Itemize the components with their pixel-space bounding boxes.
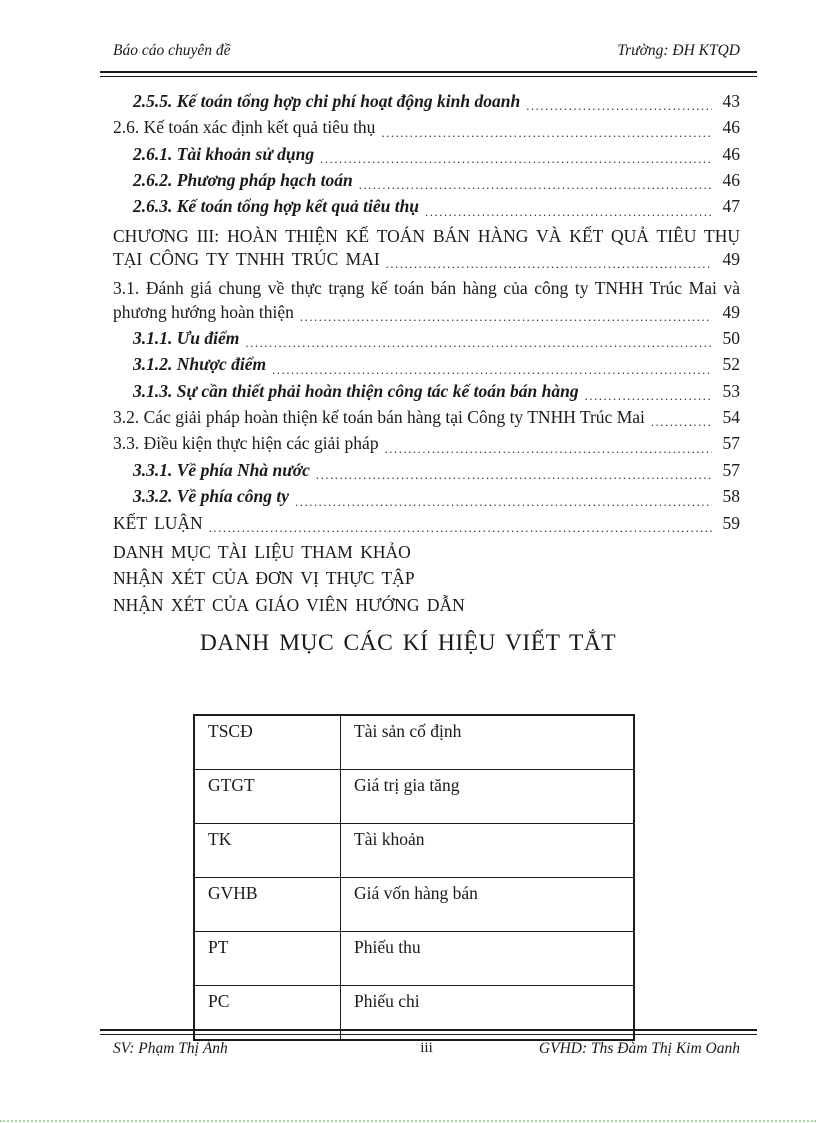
toc-entry-label: 2.6.2. Phương pháp hạch toán	[133, 170, 353, 191]
toc-entry-3-3	[113, 433, 740, 459]
dot-leader	[425, 202, 712, 223]
toc-page-number: 43	[722, 91, 740, 111]
meaning-cell: Tài sản cố định	[341, 715, 635, 770]
dot-leader	[209, 518, 712, 539]
table-row	[194, 878, 634, 932]
meaning-cell: Giá vốn hàng bán	[341, 878, 635, 932]
page-footer	[113, 1040, 740, 1058]
toc-page-number: 49	[722, 249, 740, 270]
dot-leader	[245, 333, 712, 354]
toc-entry-label: 3.3.2. Về phía công ty	[133, 486, 290, 507]
toc-entry-chapter3-line2	[113, 249, 740, 275]
meaning-cell: Tài khoản	[341, 824, 635, 878]
footer-rule	[100, 1029, 757, 1035]
dot-leader	[385, 439, 712, 460]
toc-entry-3-1-2	[113, 354, 740, 380]
toc-entry-label: KẾT LUẬN	[113, 512, 203, 533]
toc-entry-2-6-3	[113, 196, 740, 222]
toc-entry-chapter3-line1: CHƯƠNG III: HOÀN THIỆN KẾ TOÁN BÁN HÀNG VÀ KẾT QUẢ TIÊU THỤ	[113, 225, 740, 246]
toc-entry-3-1-line1: 3.1. Đánh giá chung về thực trạng kế toán bán hàng của công ty TNHH Trúc Mai và	[113, 278, 740, 299]
toc-entry-ket-luan	[113, 513, 740, 539]
dot-leader	[272, 360, 712, 381]
scan-edge-artifact	[0, 1120, 816, 1122]
toc-page-number: 50	[722, 328, 740, 349]
toc-entry-3-3-1	[113, 460, 740, 486]
dot-leader	[295, 492, 712, 513]
toc-entry-label: phương hướng hoàn thiện	[113, 301, 294, 322]
header-right-text: Trường: ĐH KTQD	[617, 42, 740, 59]
toc-entry-2-6-1	[113, 144, 740, 170]
table-row	[194, 824, 634, 878]
toc-entry-label: 2.6.1. Tài khoản sử dụng	[133, 143, 315, 164]
toc-entry-3-2	[113, 407, 740, 433]
header-left-text: Báo cáo chuyên đề	[113, 42, 231, 59]
abbreviation-cell: TK	[194, 824, 341, 878]
page-header	[113, 42, 740, 60]
table-of-contents	[113, 91, 740, 618]
toc-page-number: 57	[722, 459, 740, 480]
toc-entry-supervisor-review: NHẬN XÉT CỦA GIÁO VIÊN HƯỚNG DẪN	[113, 594, 465, 615]
table-row	[194, 770, 634, 824]
table-row	[194, 715, 634, 770]
toc-entry-label: 2.5.5. Kế toán tổng hợp chi phí hoạt động kinh doanh	[133, 91, 521, 111]
toc-entry-references: DANH MỤC TÀI LIỆU THAM KHẢO	[113, 541, 411, 562]
toc-entry-3-1-line2	[113, 302, 740, 328]
toc-entry-label: 3.3. Điều kiện thực hiện các giải pháp	[113, 433, 379, 454]
meaning-cell: Giá trị gia tăng	[341, 770, 635, 824]
toc-page-number: 59	[722, 512, 740, 533]
toc-page-number: 54	[722, 407, 740, 428]
toc-entry-label: 3.2. Các giải pháp hoàn thiện kế toán bán hàng tại Công ty TNHH Trúc Mai	[113, 407, 645, 428]
abbreviation-cell: PT	[194, 932, 341, 986]
toc-entry-label: 2.6.3. Kế toán tổng hợp kết quả tiêu thụ	[133, 196, 420, 217]
toc-entry-3-3-2	[113, 486, 740, 512]
dot-leader	[316, 465, 712, 486]
toc-entry-3-1-3	[113, 381, 740, 407]
toc-entry-2-6-2	[113, 170, 740, 196]
abbreviation-cell: GVHB	[194, 878, 341, 932]
toc-entry-company-review: NHẬN XÉT CỦA ĐƠN VỊ THỰC TẬP	[113, 568, 415, 589]
toc-page-number: 46	[722, 170, 740, 191]
toc-entry-3-1-1	[113, 328, 740, 354]
abbreviation-cell: PC	[194, 986, 341, 1041]
toc-page-number: 49	[722, 301, 740, 322]
toc-entry-label: 2.6. Kế toán xác định kết quả tiêu thụ	[113, 117, 376, 138]
dot-leader	[585, 386, 712, 407]
dot-leader	[300, 307, 712, 328]
toc-entry-label: 3.3.1. Về phía Nhà nước	[133, 459, 310, 480]
dot-leader	[320, 149, 712, 170]
toc-entry-label: 3.1.1. Ưu điểm	[133, 328, 240, 349]
page-number: iii	[420, 1040, 433, 1056]
footer-student-name: SV: Phạm Thị Ánh	[113, 1040, 228, 1057]
dot-leader	[381, 123, 712, 144]
toc-entry-2-5-5	[113, 91, 740, 117]
toc-entry-label: 3.1.2. Nhược điểm	[133, 354, 267, 375]
abbreviations-table	[193, 714, 635, 1041]
dot-leader	[651, 412, 712, 433]
toc-page-number: 58	[722, 486, 740, 507]
footer-supervisor-name: GVHD: Ths Đàm Thị Kim Oanh	[538, 1040, 740, 1057]
toc-page-number: 53	[722, 380, 740, 401]
dot-leader	[386, 254, 712, 275]
page-title: DANH MỤC CÁC KÍ HIỆU VIẾT TẮT	[199, 630, 617, 656]
dot-leader	[359, 175, 712, 196]
toc-entry-2-6	[113, 117, 740, 143]
toc-page-number: 47	[722, 196, 740, 217]
meaning-cell: Phiếu chi	[341, 986, 635, 1041]
header-rule	[100, 71, 757, 77]
abbreviation-cell: GTGT	[194, 770, 341, 824]
toc-page-number: 46	[722, 143, 740, 164]
table-row	[194, 932, 634, 986]
toc-entry-label: 3.1.3. Sự cần thiết phải hoàn thiện công tác kế toán bán hàng	[133, 380, 579, 401]
meaning-cell: Phiếu thu	[341, 932, 635, 986]
toc-page-number: 52	[722, 354, 740, 375]
toc-page-number: 46	[722, 117, 740, 138]
toc-page-number: 57	[722, 433, 740, 454]
abbreviation-cell: TSCĐ	[194, 715, 341, 770]
toc-entry-label: TẠI CÔNG TY TNHH TRÚC MAI	[113, 249, 380, 270]
dot-leader	[526, 96, 712, 117]
